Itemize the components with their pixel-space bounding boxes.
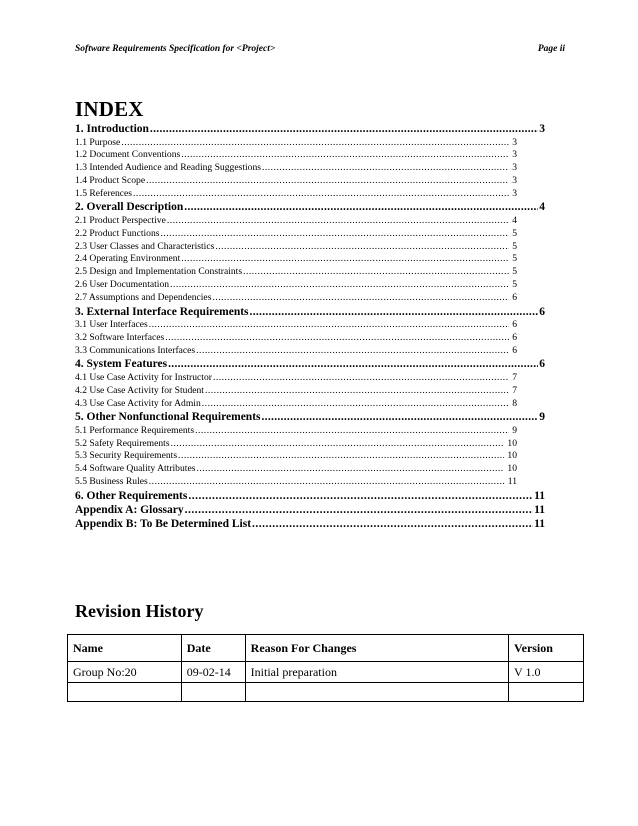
toc-section-label: 5. Other Nonfunctional Requirements — [75, 411, 261, 424]
toc-subsection[interactable] — [75, 319, 517, 332]
table-cell — [509, 683, 584, 702]
dot-leader — [188, 489, 533, 503]
dot-leader — [160, 228, 509, 241]
table-of-contents — [75, 122, 545, 531]
toc-subsection-label: 1.2 Document Conventions — [75, 149, 181, 161]
toc-section-label: Appendix B: To Be Determined List — [75, 517, 252, 530]
toc-subsection-label: 2.7 Assumptions and Dependencies — [75, 291, 212, 303]
dot-leader — [178, 450, 504, 463]
dot-leader — [133, 188, 509, 201]
toc-subsection-label: 2.3 User Classes and Characteristics — [75, 240, 215, 252]
toc-subsection-label: 2.5 Design and Implementation Constraints — [75, 266, 243, 278]
toc-subsection-label: 2.6 User Documentation — [75, 278, 170, 290]
toc-subsection-page: 6 — [512, 291, 517, 303]
table-row — [68, 662, 584, 683]
toc-subsection[interactable] — [75, 398, 517, 411]
toc-subsection-page: 6 — [512, 319, 517, 331]
toc-subsection[interactable] — [75, 345, 517, 358]
toc-subsection[interactable] — [75, 241, 517, 254]
index-title: INDEX — [75, 97, 144, 121]
table-cell — [245, 683, 508, 702]
toc-section-page: 6 — [539, 305, 545, 318]
header-title: Software Requirements Specification for <Project> — [75, 44, 276, 54]
dot-leader — [168, 357, 538, 372]
dot-leader — [243, 266, 509, 279]
table-cell — [181, 683, 245, 702]
toc-subsection-label: 4.1 Use Case Activity for Instructor — [75, 371, 212, 383]
dot-leader — [150, 122, 538, 137]
dot-leader — [195, 425, 509, 438]
toc-subsection[interactable] — [75, 162, 517, 175]
toc-subsection-page: 3 — [512, 136, 517, 148]
table-cell — [68, 683, 182, 702]
toc-subsection[interactable] — [75, 332, 517, 345]
toc-subsection-page: 9 — [512, 424, 517, 436]
toc-subsection-page: 3 — [512, 149, 517, 161]
toc-subsection[interactable] — [75, 450, 517, 463]
toc-subsection-label: 1.3 Intended Audience and Reading Suggestions — [75, 162, 261, 174]
dot-leader — [149, 476, 505, 489]
table-header-row — [68, 635, 584, 662]
dot-leader — [212, 292, 509, 305]
toc-subsection-label: 2.2 Product Functions — [75, 227, 160, 239]
toc-subsection[interactable] — [75, 228, 517, 241]
toc-subsection-label: 5.3 Security Requirements — [75, 450, 178, 462]
dot-leader — [262, 410, 539, 425]
toc-subsection-label: 4.3 Use Case Activity for Admin — [75, 397, 201, 409]
toc-subsection[interactable] — [75, 463, 517, 476]
toc-subsection-page: 8 — [512, 397, 517, 409]
dot-leader — [262, 162, 509, 175]
toc-subsection[interactable] — [75, 476, 517, 489]
toc-subsection-page: 10 — [507, 463, 517, 475]
toc-section-page: 11 — [534, 489, 545, 502]
toc-subsection[interactable] — [75, 253, 517, 266]
toc-subsection-label: 5.1 Performance Requirements — [75, 424, 195, 436]
toc-section-page: 6 — [539, 358, 545, 371]
dot-leader — [181, 253, 509, 266]
toc-subsection-page: 11 — [507, 476, 517, 488]
dot-leader — [185, 503, 533, 517]
toc-section-page: 11 — [534, 503, 545, 516]
toc-section-page: 11 — [534, 517, 545, 530]
toc-subsection-label: 3.3 Communications Interfaces — [75, 344, 196, 356]
toc-section[interactable] — [75, 357, 545, 372]
toc-section-page: 4 — [539, 201, 545, 214]
toc-subsection-page: 3 — [512, 187, 517, 199]
toc-subsection-page: 5 — [512, 278, 517, 290]
toc-subsection-label: 3.2 Software Interfaces — [75, 331, 165, 343]
toc-subsection-label: 1.1 Purpose — [75, 136, 121, 148]
toc-subsection[interactable] — [75, 137, 517, 150]
toc-subsection[interactable] — [75, 425, 517, 438]
column-header: Reason For Changes — [245, 635, 508, 662]
page-number: Page ii — [537, 44, 565, 54]
toc-subsection-page: 10 — [507, 450, 517, 462]
toc-subsection-label: 3.1 User Interfaces — [75, 319, 148, 331]
revision-history-title: Revision History — [75, 601, 204, 621]
toc-subsection-page: 6 — [512, 331, 517, 343]
toc-subsection-label: 4.2 Use Case Activity for Student — [75, 384, 204, 396]
toc-section-label: 1. Introduction — [75, 123, 149, 135]
toc-subsection-label: 1.4 Product Scope — [75, 174, 146, 186]
toc-subsection[interactable] — [75, 188, 517, 201]
toc-subsection-page: 7 — [512, 384, 517, 396]
revision-history-table — [67, 634, 584, 702]
toc-section-label: Appendix A: Glossary — [75, 503, 184, 516]
toc-section[interactable] — [75, 410, 545, 425]
toc-subsection-page: 5 — [512, 266, 517, 278]
toc-subsection-page: 5 — [512, 253, 517, 265]
dot-leader — [202, 398, 509, 411]
table-row — [68, 683, 584, 702]
toc-section[interactable] — [75, 122, 545, 137]
dot-leader — [167, 215, 509, 228]
table-cell: V 1.0 — [509, 662, 584, 683]
toc-subsection[interactable] — [75, 149, 517, 162]
dot-leader — [171, 438, 505, 451]
dot-leader — [252, 517, 533, 531]
toc-section-label: 3. External Interface Requirements — [75, 305, 249, 318]
toc-section[interactable] — [75, 200, 545, 215]
dot-leader — [205, 385, 509, 398]
toc-section-label: 6. Other Requirements — [75, 489, 188, 502]
toc-subsection-label: 5.5 Business Rules — [75, 476, 148, 488]
page-header — [75, 44, 565, 54]
toc-subsection-label: 1.5 References — [75, 187, 133, 199]
toc-subsection[interactable] — [75, 175, 517, 188]
column-header: Version — [509, 635, 584, 662]
toc-subsection-page: 3 — [512, 162, 517, 174]
toc-section[interactable] — [75, 503, 545, 517]
toc-section-label: 4. System Features — [75, 358, 168, 371]
toc-subsection-page: 4 — [512, 214, 517, 226]
toc-subsection-label: 5.2 Safety Requirements — [75, 437, 170, 449]
table-cell: 09-02-14 — [181, 662, 245, 683]
column-header: Date — [181, 635, 245, 662]
toc-subsection[interactable] — [75, 385, 517, 398]
dot-leader — [121, 137, 509, 150]
column-header: Name — [68, 635, 182, 662]
toc-subsection-page: 5 — [512, 240, 517, 252]
toc-subsection[interactable] — [75, 372, 517, 385]
toc-section[interactable] — [75, 517, 545, 531]
dot-leader — [184, 200, 538, 215]
dot-leader — [165, 332, 509, 345]
dot-leader — [215, 241, 509, 254]
toc-subsection[interactable] — [75, 279, 517, 292]
dot-leader — [146, 175, 509, 188]
toc-subsection-label: 5.4 Software Quality Attributes — [75, 463, 196, 475]
toc-subsection-page: 3 — [512, 174, 517, 186]
toc-subsection[interactable] — [75, 266, 517, 279]
toc-subsection-page: 7 — [512, 371, 517, 383]
toc-section[interactable] — [75, 305, 545, 320]
dot-leader — [181, 149, 509, 162]
toc-subsection-page: 10 — [507, 437, 517, 449]
dot-leader — [250, 305, 539, 320]
toc-subsection[interactable] — [75, 292, 517, 305]
dot-leader — [196, 463, 504, 476]
toc-section-label: 2. Overall Description — [75, 201, 184, 214]
toc-section[interactable] — [75, 489, 545, 503]
dot-leader — [213, 372, 509, 385]
dot-leader — [196, 345, 509, 358]
toc-section-page: 9 — [539, 411, 545, 424]
toc-section-page: 3 — [539, 123, 545, 135]
toc-subsection[interactable] — [75, 215, 517, 228]
dot-leader — [170, 279, 509, 292]
toc-subsection[interactable] — [75, 438, 517, 451]
table-cell: Group No:20 — [68, 662, 182, 683]
toc-subsection-page: 6 — [512, 344, 517, 356]
toc-subsection-label: 2.1 Product Perspective — [75, 214, 166, 226]
dot-leader — [149, 319, 509, 332]
toc-subsection-page: 5 — [512, 227, 517, 239]
toc-subsection-label: 2.4 Operating Environment — [75, 253, 181, 265]
table-cell: Initial preparation — [245, 662, 508, 683]
